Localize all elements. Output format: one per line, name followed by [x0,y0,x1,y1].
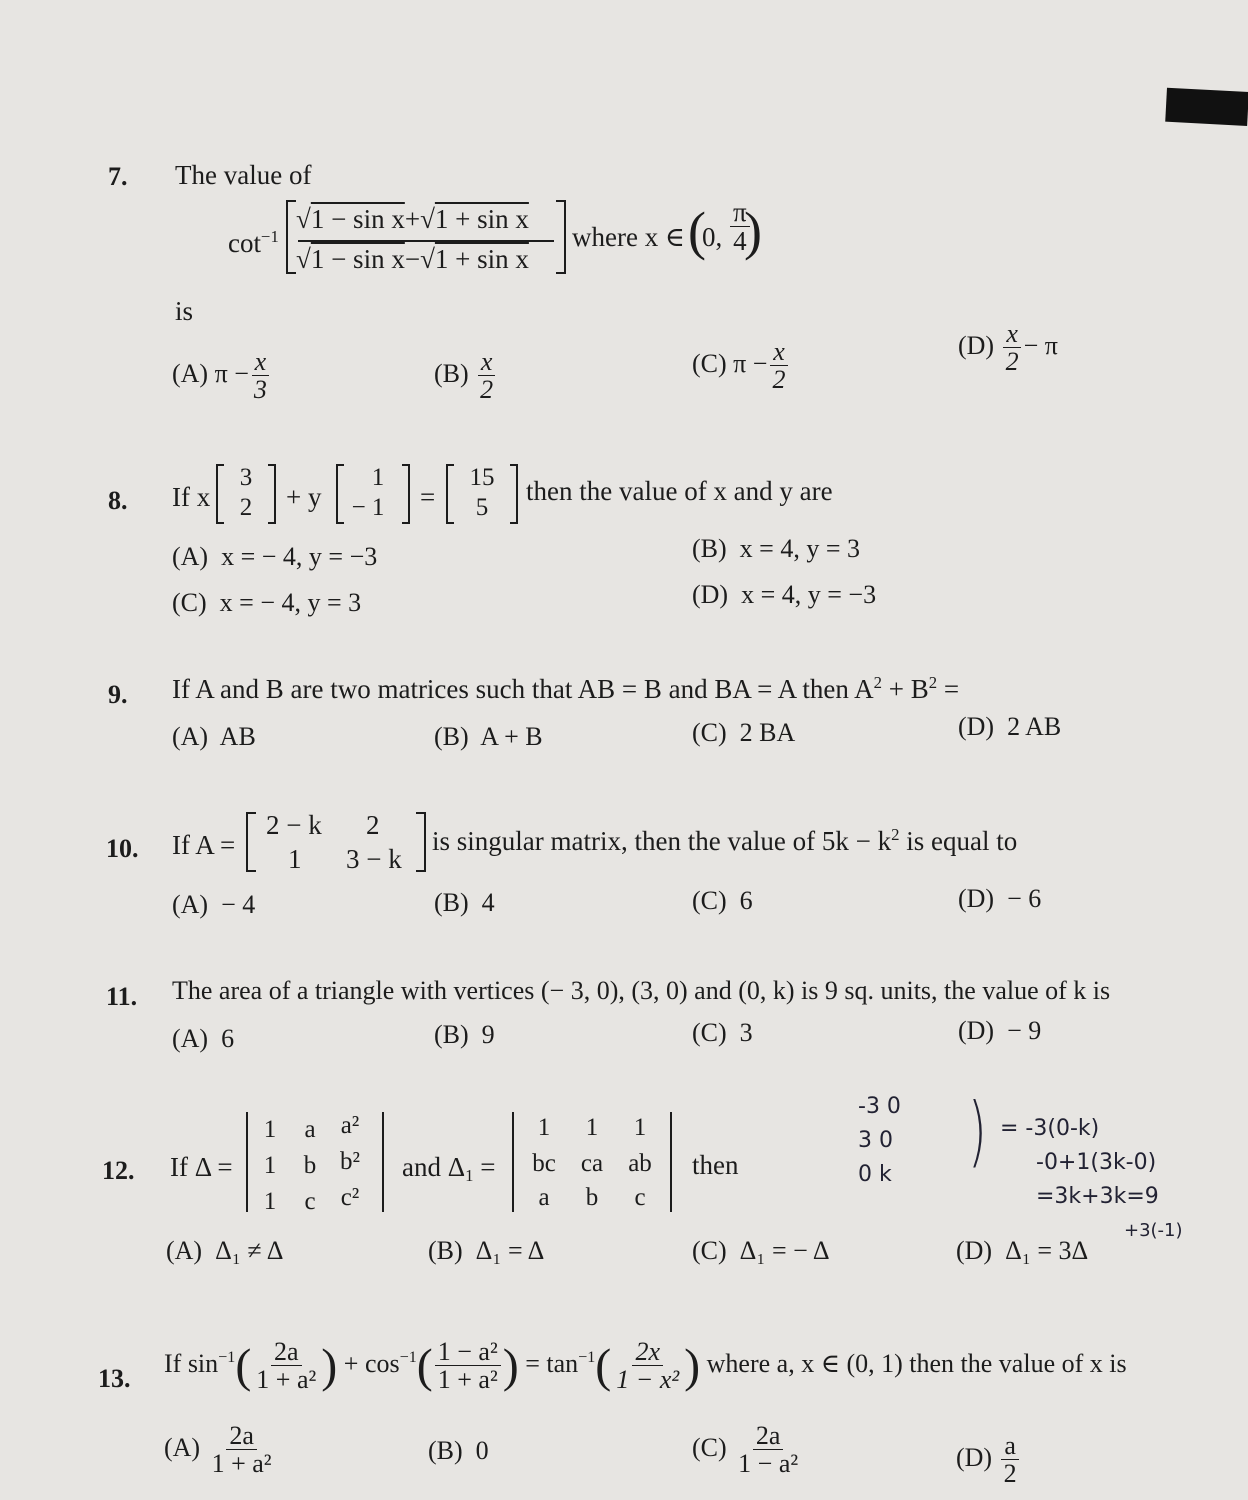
q12-handwritten-working: = -3(0-k) -0+1(3k-0) =3k+3k=9 +3(-1) [1000,1116,1183,1241]
q7-right-bracket [556,200,566,274]
q9-option-d[interactable]: (D) 2 AB [958,712,1062,741]
q12-d1-cell: b² [340,1148,360,1175]
q7-is: is [175,296,194,326]
q10-option-a[interactable]: (A) − 4 [172,890,256,919]
q12-d1-cell: 1 [263,1152,277,1179]
q7-option-d[interactable]: (D) $\frac{x}{2}$ − π [958,319,1058,377]
q12-d1-cell: c [304,1188,316,1215]
q12-then: then [692,1150,739,1180]
q12-number: 12. [102,1156,135,1185]
q8-option-c[interactable]: (C) x = − 4, y = 3 [172,588,362,617]
q12-d2-cell: ca [580,1150,604,1177]
q12-d1-cell: b [303,1152,317,1179]
q8-m3-right [510,464,518,524]
q12-d2-cell: ab [628,1150,652,1177]
q7-numerator: √1 − sin x+√1 + sin x [296,204,529,234]
q8-equals: = [420,482,436,512]
q7-where: where x ∈ [572,222,685,252]
q12-d2-cell: c [634,1184,646,1211]
q7-cot: $\cot^{-1}$ [228,226,279,258]
q9-option-c[interactable]: (C) 2 BA [692,718,796,747]
q13-option-b[interactable]: (B) 0 [428,1436,489,1465]
q10-tail: is singular matrix, then the value of $5k - k^2$ is equal to [432,824,1018,856]
q10-if-a: If A = [172,830,236,860]
q10-matrix-left [246,812,256,872]
q12-option-c[interactable]: (C) Δ₁ = − Δ [692,1236,830,1265]
q8-m1-right [268,464,276,524]
q12-handwritten-matrix: -3 0 3 0 0 k [858,1094,901,1187]
q10-number: 10. [106,834,139,863]
q12-d2-cell: b [585,1184,599,1211]
q12-d1-cell: c² [340,1184,360,1211]
q12-d1-cell: 1 [263,1188,277,1215]
q9-number: 9. [108,680,128,709]
q11-option-d[interactable]: (D) − 9 [958,1016,1042,1045]
q10-m22: 3 − k [346,844,402,874]
q12-d2-cell: 1 [633,1114,647,1141]
q12-d1-cell: a² [340,1112,360,1139]
q8-if-x: If x [172,482,211,512]
q10-option-d[interactable]: (D) − 6 [958,884,1042,913]
q13-option-c[interactable]: (C) $\frac{2a}{\text{1 − a²}}$ [692,1421,799,1479]
q10-m12: 2 [366,810,380,840]
q13-option-a[interactable]: (A) $\frac{2a}{\text{1 + a²}}$ [164,1421,272,1479]
q7-open-paren: ( [688,201,706,261]
q13-option-d[interactable]: (D) $\frac{a}{2}$ [956,1432,1022,1488]
q7-option-b[interactable]: (B) $\frac{x}{2}$ [434,348,498,404]
q8-tail: then the value of x and y are [526,476,833,506]
q12-handwritten-bracket: ) [968,1087,987,1177]
q8-plus-y: + y [286,482,322,512]
q8-m2-top: 1 [371,464,385,491]
q12-d2-cell: a [538,1184,550,1211]
q10-matrix-right [416,812,426,872]
q7-number: 7. [108,162,128,191]
q9-option-a[interactable]: (A) AB [172,722,256,751]
q8-m3-bottom: 5 [475,494,489,521]
q11-option-a[interactable]: (A) 6 [172,1024,235,1053]
q10-m11: 2 − k [266,810,322,840]
q8-m2-right [402,464,410,524]
q12-option-d[interactable]: (D) Δ₁ = 3Δ [956,1236,1089,1265]
q12-d2-cell: 1 [585,1114,599,1141]
q9-option-b[interactable]: (B) A + B [434,722,543,751]
q7-intro: The value of [175,160,312,190]
q7-close-paren: ) [744,201,762,261]
q8-number: 8. [108,486,128,515]
q11-stem: The area of a triangle with vertices (− 3, 0), (3, 0) and (0, k) is 9 sq. units, the value of k is [172,976,1111,1005]
q8-m2-bottom: − 1 [351,494,385,521]
q12-d2-cell: 1 [537,1114,551,1141]
q11-option-c[interactable]: (C) 3 [692,1018,753,1047]
q8-m3-top: 15 [469,464,495,491]
q12-d2-right-bar [670,1112,672,1212]
q7-option-a[interactable]: (A) π − $\frac{x}{3}$ [172,348,272,404]
q7-zero: 0, [702,222,723,252]
q8-m1-top: 3 [239,464,253,491]
q11-number: 11. [106,982,138,1011]
q10-option-b[interactable]: (B) 4 [434,888,495,917]
q7-fraction-bar [298,240,554,242]
q12-if-delta: If Δ = [170,1152,233,1182]
q12-d1-cell: a [304,1116,316,1143]
q13-equation: If $\sin^{-1}$( $\frac{2a}{\text{1 + a²}}$ ) + $\cos^{-1}$( $\frac{\text{1 − a²}}{\text{1 + a²}}$ ) = $\tan^{-1}$( $\frac{2x}{\text{1 − x²}}$ ) where a, x ∈ (0, 1) then the value of x is [164,1337,1127,1395]
q7-option-c[interactable]: (C) π − $\frac{x}{2}$ [692,338,790,394]
q7-left-bracket [286,200,296,274]
q12-d1-cell: 1 [263,1116,277,1143]
q10-m21: 1 [288,844,302,874]
q7-interval-fraction: $\frac{\pi}{4}$ [728,198,752,256]
q8-option-d[interactable]: (D) x = 4, y = −3 [692,580,877,609]
q8-option-b[interactable]: (B) x = 4, y = 3 [692,534,860,563]
q9-stem: If A and B are two matrices such that AB = B and BA = A then $A^2 + B^2$ = [172,672,960,704]
q12-and-delta1: and $\Delta_1$ = [402,1152,496,1186]
q12-d2-cell: bc [532,1150,556,1177]
black-tab-mark [1165,88,1248,126]
q11-option-b[interactable]: (B) 9 [434,1020,495,1049]
q8-m1-bottom: 2 [239,494,253,521]
q12-option-b[interactable]: (B) Δ₁ = Δ [428,1236,545,1265]
q12-d1-right-bar [382,1112,384,1212]
q10-option-c[interactable]: (C) 6 [692,886,753,915]
q8-option-a[interactable]: (A) x = − 4, y = −3 [172,542,378,571]
q12-option-a[interactable]: (A) Δ₁ ≠ Δ [166,1236,284,1265]
q7-denominator: √1 − sin x−√1 + sin x [296,244,529,274]
q13-number: 13. [98,1364,131,1393]
